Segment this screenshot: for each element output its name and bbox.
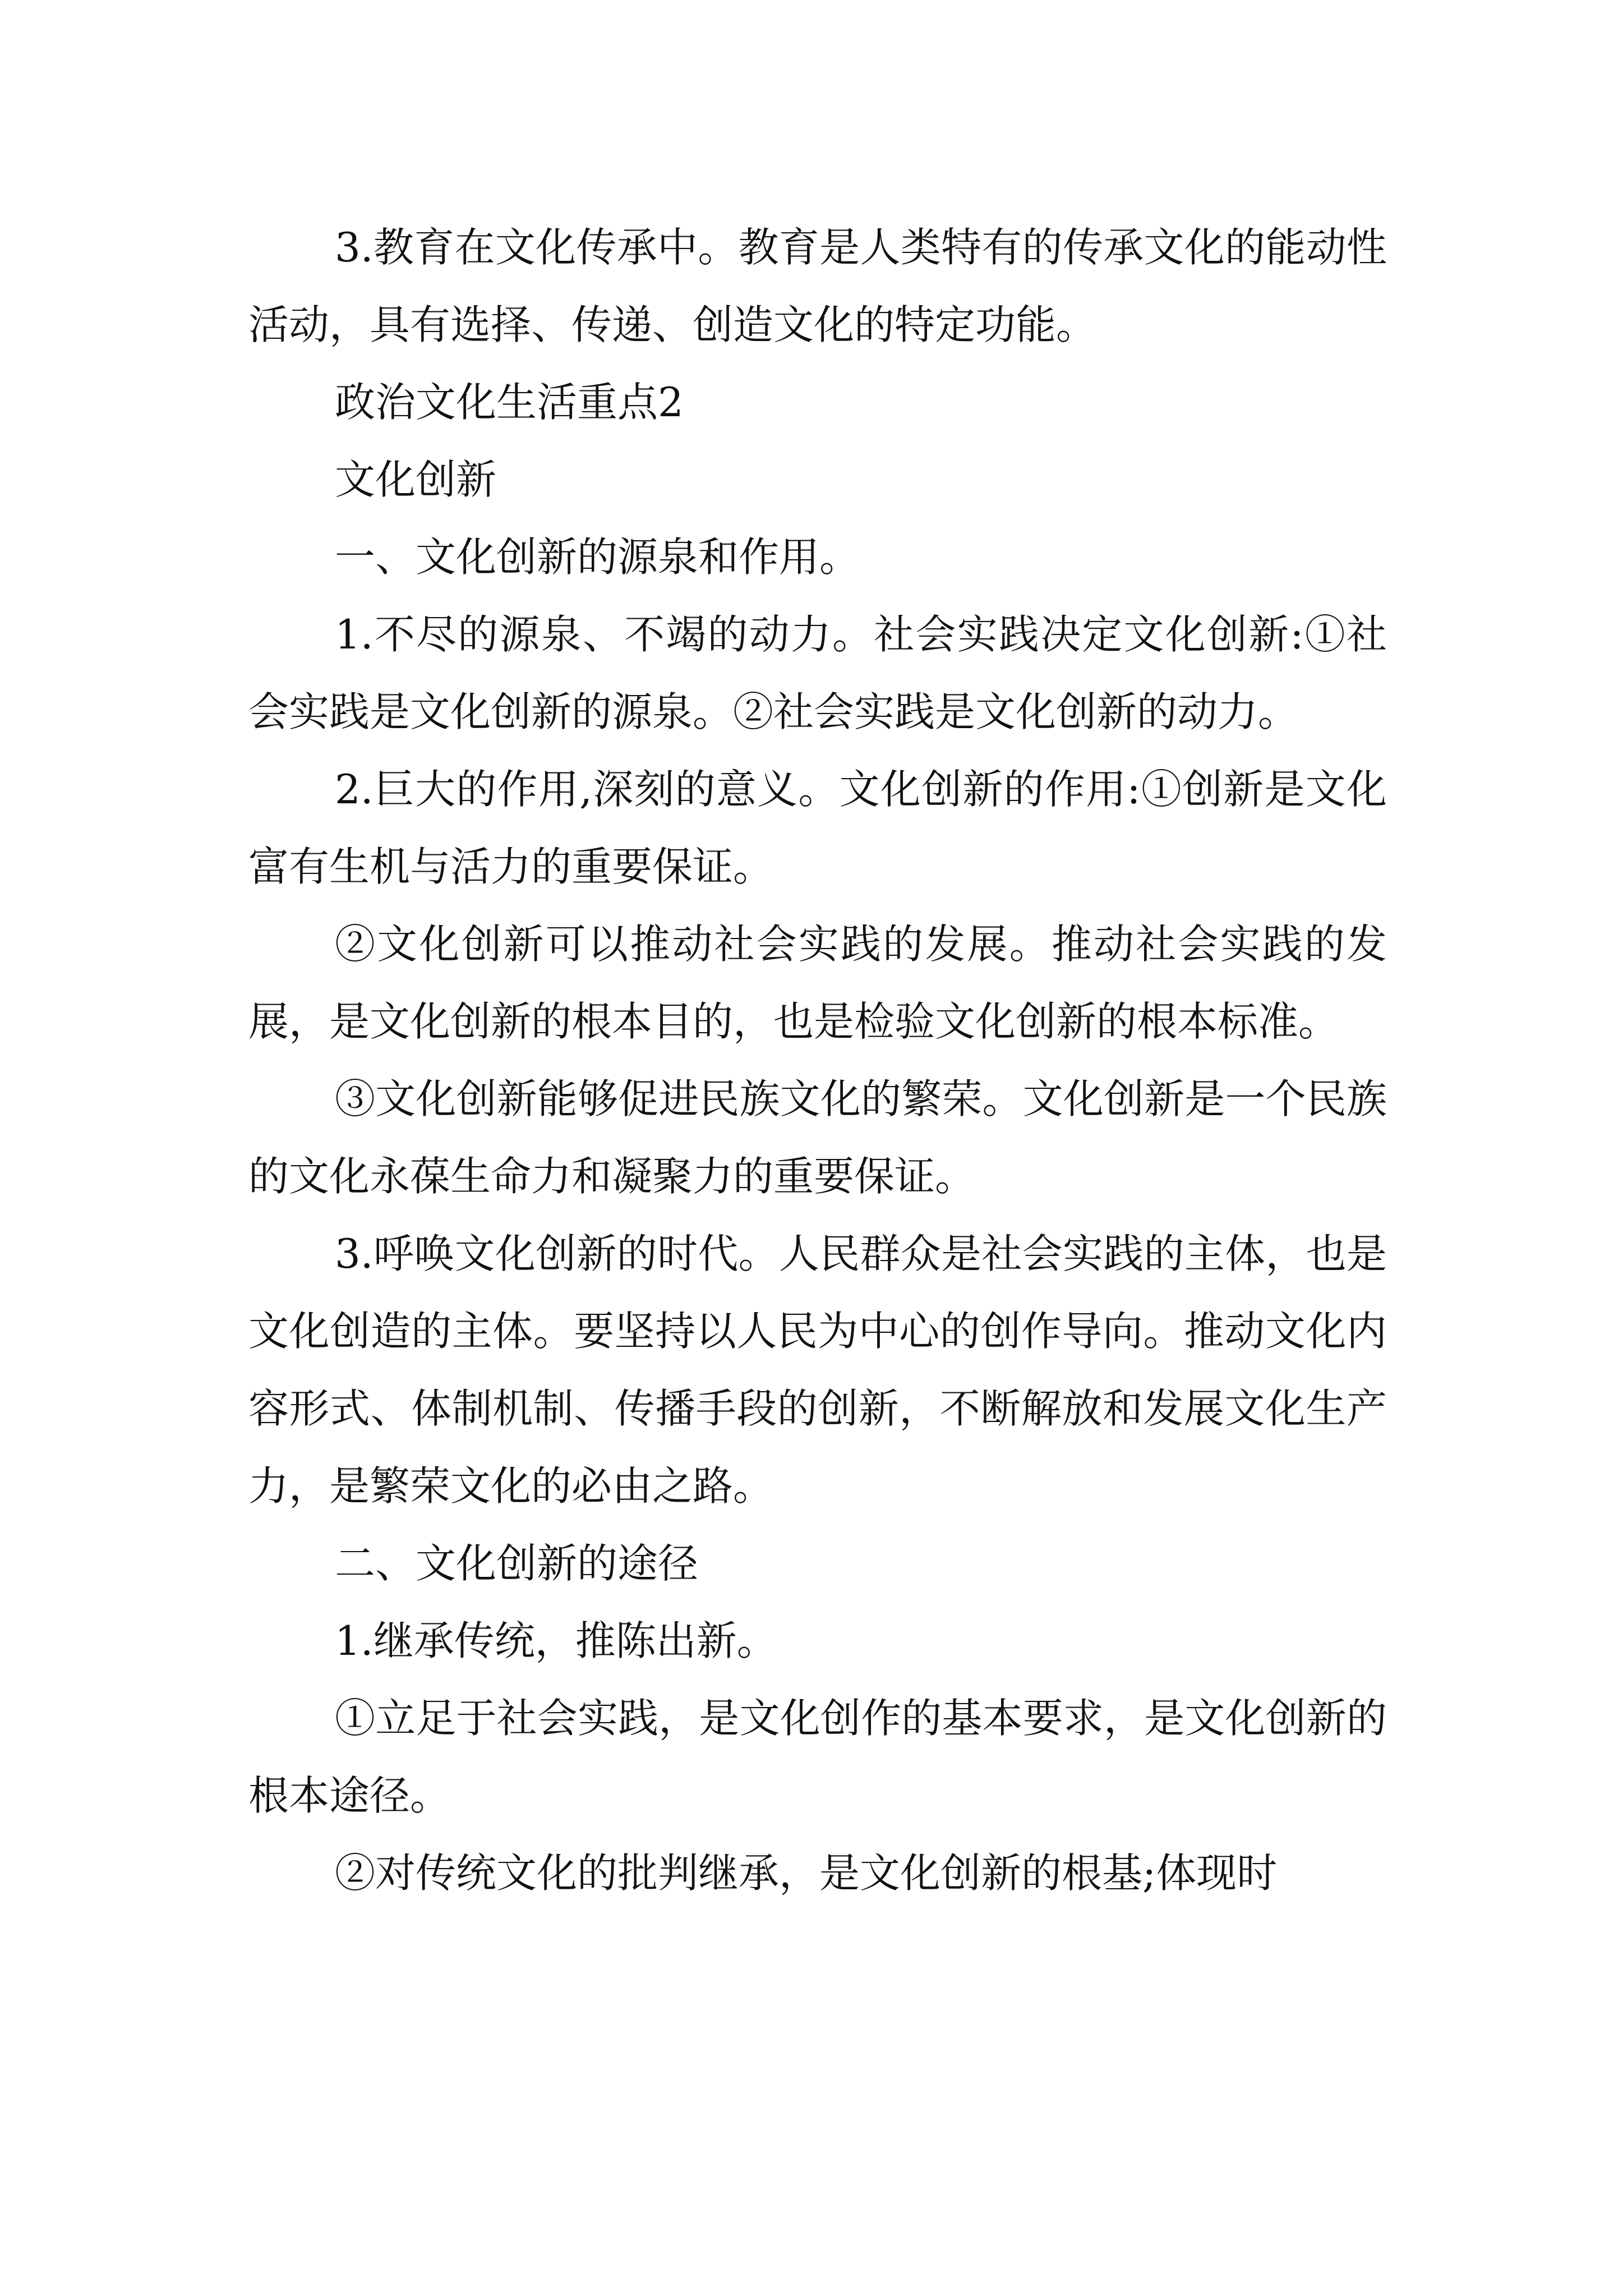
paragraph-era: 3.呼唤文化创新的时代。人民群众是社会实践的主体，也是文化创造的主体。要坚持以人民为中心的创作导向。推动文化内容形式、体制机制、传播手段的创新，不断解放和发展文化生产力，是繁荣文化的必由之路。 [248,1230,1387,1510]
subheading-source-and-role: 一、文化创新的源泉和作用。 [335,533,860,581]
paragraph-practice: ②文化创新可以推动社会实践的发展。推动社会实践的发展，是文化创新的根本目的，也是检验文化创新的根本标准。 [248,921,1387,1045]
paragraph-critical-inheritance: ②对传统文化的批判继承，是文化创新的根基;体现时 [335,1849,1278,1897]
subheading-pathways: 二、文化创新的途径 [335,1540,699,1587]
paragraph-national-culture: ③文化创新能够促进民族文化的繁荣。文化创新是一个民族的文化永葆生命力和凝聚力的重要保证。 [248,1075,1387,1200]
section-title: 政治文化生活重点2 [335,379,684,426]
paragraph-social-practice: ①立足于社会实践，是文化创作的基本要求，是文化创新的根本途径。 [248,1695,1387,1819]
paragraph-inherit-tradition: 1.继承传统，推陈出新。 [335,1617,777,1664]
topic-title: 文化创新 [335,456,497,503]
document-body [248,209,1387,1912]
paragraph-source: 1.不尽的源泉、不竭的动力。社会实践决定文化创新:①社会实践是文化创新的源泉。②社会实践是文化创新的动力。 [248,611,1387,735]
paragraph-role: 2.巨大的作用,深刻的意义。文化创新的作用:①创新是文化富有生机与活力的重要保证。 [248,766,1387,890]
paragraph-education-heritage: 3.教育在文化传承中。教育是人类特有的传承文化的能动性活动，具有选择、传递、创造文化的特定功能。 [248,224,1387,348]
